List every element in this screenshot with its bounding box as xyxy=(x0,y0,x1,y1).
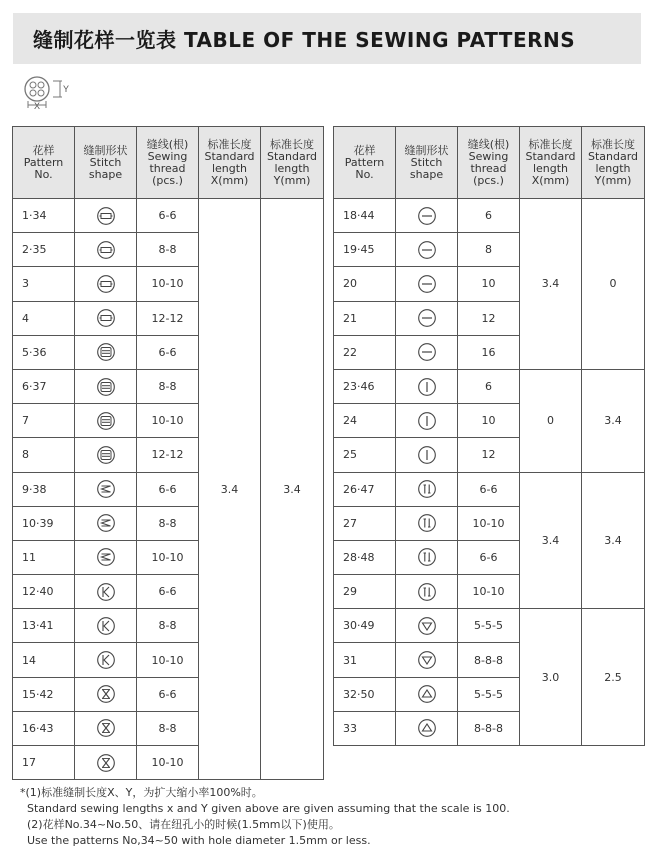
horizontal-line-icon xyxy=(417,206,437,226)
length-y: 3.4 xyxy=(582,369,645,472)
sewing-thread: 8-8-8 xyxy=(458,643,520,677)
table-row xyxy=(334,199,645,233)
sewing-thread: 12-12 xyxy=(137,301,199,335)
stitch-shape-cell xyxy=(396,369,458,403)
header-pattern-no: 花样 Pattern No. xyxy=(13,127,75,199)
header-length-x: 标准长度 Standard length X(mm) xyxy=(520,127,582,199)
stitch-shape-cell xyxy=(75,746,137,780)
pattern-number: 25 xyxy=(334,438,396,472)
pattern-number: 13·41 xyxy=(13,609,75,643)
sewing-thread: 10-10 xyxy=(137,746,199,780)
vertical-line-icon xyxy=(417,377,437,397)
scale-x-label: X xyxy=(34,101,41,109)
sewing-thread: 12 xyxy=(458,301,520,335)
stitch-shape-cell xyxy=(75,369,137,403)
stitch-shape-cell xyxy=(396,643,458,677)
horizontal-line-icon xyxy=(417,308,437,328)
footnote-2-en: Use the patterns No,34~50 with hole diameter 1.5mm or less. xyxy=(20,834,371,847)
right-pattern-table xyxy=(333,126,645,746)
stitch-shape-cell xyxy=(75,199,137,233)
pattern-number: 22 xyxy=(334,335,396,369)
sewing-thread: 10 xyxy=(458,267,520,301)
footnotes xyxy=(20,785,510,849)
footnote-1-cn: *(1)标准缝制长度X、Y，为扩大缩小率100%时。 xyxy=(20,786,263,799)
pattern-number: 15·42 xyxy=(13,677,75,711)
length-y: 3.4 xyxy=(582,472,645,609)
sewing-thread: 12 xyxy=(458,438,520,472)
pattern-number: 17 xyxy=(13,746,75,780)
header-pattern-no: 花样 Pattern No. xyxy=(334,127,396,199)
length-x: 0 xyxy=(520,369,582,472)
header-sewing-thread: 缝线(根) Sewing thread (pcs.) xyxy=(458,127,520,199)
sewing-thread: 5-5-5 xyxy=(458,677,520,711)
pattern-number: 10·39 xyxy=(13,506,75,540)
stitch-shape-cell xyxy=(75,540,137,574)
k-cross-icon xyxy=(96,582,116,602)
length-x: 3.4 xyxy=(520,199,582,370)
stitch-shape-cell xyxy=(75,267,137,301)
header-sewing-thread: 缝线(根) Sewing thread (pcs.) xyxy=(137,127,199,199)
bar-arrows-icon xyxy=(96,274,116,294)
horizontal-line-icon xyxy=(417,342,437,362)
header-stitch-shape: 缝制形状 Stitch shape xyxy=(396,127,458,199)
sewing-thread: 6-6 xyxy=(137,335,199,369)
x-cross-icon xyxy=(96,718,116,738)
sewing-thread: 8-8 xyxy=(137,711,199,745)
pattern-number: 33 xyxy=(334,711,396,745)
pattern-number: 1·34 xyxy=(13,199,75,233)
title-bar xyxy=(13,13,641,64)
zigzag-icon xyxy=(96,513,116,533)
pattern-number: 28·48 xyxy=(334,540,396,574)
triangle-up-icon xyxy=(417,684,437,704)
stitch-shape-cell xyxy=(396,404,458,438)
length-y: 0 xyxy=(582,199,645,370)
header-length-y: 标准长度 Standard length Y(mm) xyxy=(582,127,645,199)
stitch-shape-cell xyxy=(396,711,458,745)
sewing-thread: 6-6 xyxy=(458,540,520,574)
stitch-shape-cell xyxy=(396,199,458,233)
sewing-thread: 8-8 xyxy=(137,233,199,267)
length-y: 3.4 xyxy=(261,199,324,780)
pattern-number: 19·45 xyxy=(334,233,396,267)
zigzag-icon xyxy=(96,479,116,499)
double-vertical-line-icon xyxy=(417,479,437,499)
table-row xyxy=(334,472,645,506)
sewing-thread: 10-10 xyxy=(137,643,199,677)
sewing-thread: 6-6 xyxy=(137,677,199,711)
pattern-number: 30·49 xyxy=(334,609,396,643)
pattern-number: 11 xyxy=(13,540,75,574)
pattern-number: 26·47 xyxy=(334,472,396,506)
length-x: 3.4 xyxy=(520,472,582,609)
pattern-number: 20 xyxy=(334,267,396,301)
vertical-line-icon xyxy=(417,445,437,465)
header-length-y: 标准长度 Standard length Y(mm) xyxy=(261,127,324,199)
pattern-number: 8 xyxy=(13,438,75,472)
length-x: 3.4 xyxy=(199,199,261,780)
length-y: 2.5 xyxy=(582,609,645,746)
sewing-thread: 10-10 xyxy=(458,506,520,540)
table-row xyxy=(334,609,645,643)
pattern-number: 3 xyxy=(13,267,75,301)
pattern-number: 27 xyxy=(334,506,396,540)
sewing-thread: 10-10 xyxy=(137,404,199,438)
sewing-thread: 8-8 xyxy=(137,506,199,540)
triangle-down-icon xyxy=(417,616,437,636)
stitch-shape-cell xyxy=(396,267,458,301)
zigzag-icon xyxy=(96,547,116,567)
pattern-number: 29 xyxy=(334,575,396,609)
sewing-thread: 8-8 xyxy=(137,369,199,403)
pattern-number: 18·44 xyxy=(334,199,396,233)
triangle-down-icon xyxy=(417,650,437,670)
pattern-number: 6·37 xyxy=(13,369,75,403)
sewing-thread: 10-10 xyxy=(137,267,199,301)
sewing-thread: 5-5-5 xyxy=(458,609,520,643)
pattern-number: 24 xyxy=(334,404,396,438)
stitch-shape-cell xyxy=(75,301,137,335)
footnote-2-cn: (2)花样No.34~No.50、请在纽孔小的时候(1.5mm以下)使用。 xyxy=(20,818,340,831)
double-vertical-line-icon xyxy=(417,582,437,602)
stitch-shape-cell xyxy=(75,506,137,540)
horizontal-line-icon xyxy=(417,274,437,294)
stitch-shape-cell xyxy=(75,472,137,506)
sewing-thread: 8 xyxy=(458,233,520,267)
pattern-number: 4 xyxy=(13,301,75,335)
sewing-thread: 6 xyxy=(458,369,520,403)
sewing-thread: 6 xyxy=(458,199,520,233)
sewing-thread: 10 xyxy=(458,404,520,438)
pattern-number: 9·38 xyxy=(13,472,75,506)
sewing-thread: 6-6 xyxy=(458,472,520,506)
stitch-shape-cell xyxy=(75,335,137,369)
sewing-thread: 6-6 xyxy=(137,199,199,233)
stitch-shape-cell xyxy=(75,404,137,438)
stitch-shape-cell xyxy=(396,335,458,369)
stitch-shape-cell xyxy=(75,643,137,677)
bar-double-icon xyxy=(96,377,116,397)
header-length-x: 标准长度 Standard length X(mm) xyxy=(199,127,261,199)
horizontal-line-icon xyxy=(417,240,437,260)
pattern-number: 14 xyxy=(13,643,75,677)
sewing-thread: 8-8-8 xyxy=(458,711,520,745)
stitch-shape-cell xyxy=(75,575,137,609)
k-cross-icon xyxy=(96,650,116,670)
sewing-thread: 10-10 xyxy=(458,575,520,609)
footnote-1-en: Standard sewing lengths x and Y given above are given assuming that the scale is 100. xyxy=(20,802,510,815)
table-row xyxy=(334,369,645,403)
bar-arrows-icon xyxy=(96,240,116,260)
sewing-thread: 12-12 xyxy=(137,438,199,472)
stitch-shape-cell xyxy=(396,575,458,609)
stitch-shape-cell xyxy=(75,677,137,711)
stitch-shape-cell xyxy=(396,540,458,574)
pattern-number: 16·43 xyxy=(13,711,75,745)
length-x: 3.0 xyxy=(520,609,582,746)
pattern-number: 23·46 xyxy=(334,369,396,403)
stitch-shape-cell xyxy=(75,609,137,643)
sewing-thread: 8-8 xyxy=(137,609,199,643)
page-title: 缝制花样一览表 TABLE OF THE SEWING PATTERNS xyxy=(33,28,576,52)
pattern-number: 2·35 xyxy=(13,233,75,267)
sewing-thread: 6-6 xyxy=(137,575,199,609)
pattern-number: 21 xyxy=(334,301,396,335)
bar-arrows-icon xyxy=(96,308,116,328)
pattern-number: 31 xyxy=(334,643,396,677)
k-cross-icon xyxy=(96,616,116,636)
stitch-shape-cell xyxy=(396,301,458,335)
vertical-line-icon xyxy=(417,411,437,431)
sewing-thread: 10-10 xyxy=(137,540,199,574)
stitch-shape-cell xyxy=(75,233,137,267)
stitch-shape-cell xyxy=(75,438,137,472)
pattern-number: 5·36 xyxy=(13,335,75,369)
bar-arrows-icon xyxy=(96,206,116,226)
bar-double-icon xyxy=(96,342,116,362)
stitch-shape-cell xyxy=(75,711,137,745)
double-vertical-line-icon xyxy=(417,547,437,567)
scale-y-label: Y xyxy=(63,84,70,94)
stitch-shape-cell xyxy=(396,438,458,472)
stitch-shape-cell xyxy=(396,609,458,643)
stitch-shape-cell xyxy=(396,506,458,540)
stitch-shape-cell xyxy=(396,677,458,711)
sewing-thread: 6-6 xyxy=(137,472,199,506)
button-scale-icon xyxy=(22,75,74,109)
header-stitch-shape: 缝制形状 Stitch shape xyxy=(75,127,137,199)
pattern-number: 32·50 xyxy=(334,677,396,711)
triangle-up-icon xyxy=(417,718,437,738)
double-vertical-line-icon xyxy=(417,513,437,533)
pattern-number: 7 xyxy=(13,404,75,438)
left-pattern-table xyxy=(12,126,324,780)
bar-double-icon xyxy=(96,445,116,465)
x-cross-icon xyxy=(96,684,116,704)
pattern-number: 12·40 xyxy=(13,575,75,609)
table-row xyxy=(13,199,324,233)
bar-double-icon xyxy=(96,411,116,431)
stitch-shape-cell xyxy=(396,233,458,267)
x-cross-icon xyxy=(96,753,116,773)
sewing-thread: 16 xyxy=(458,335,520,369)
stitch-shape-cell xyxy=(396,472,458,506)
